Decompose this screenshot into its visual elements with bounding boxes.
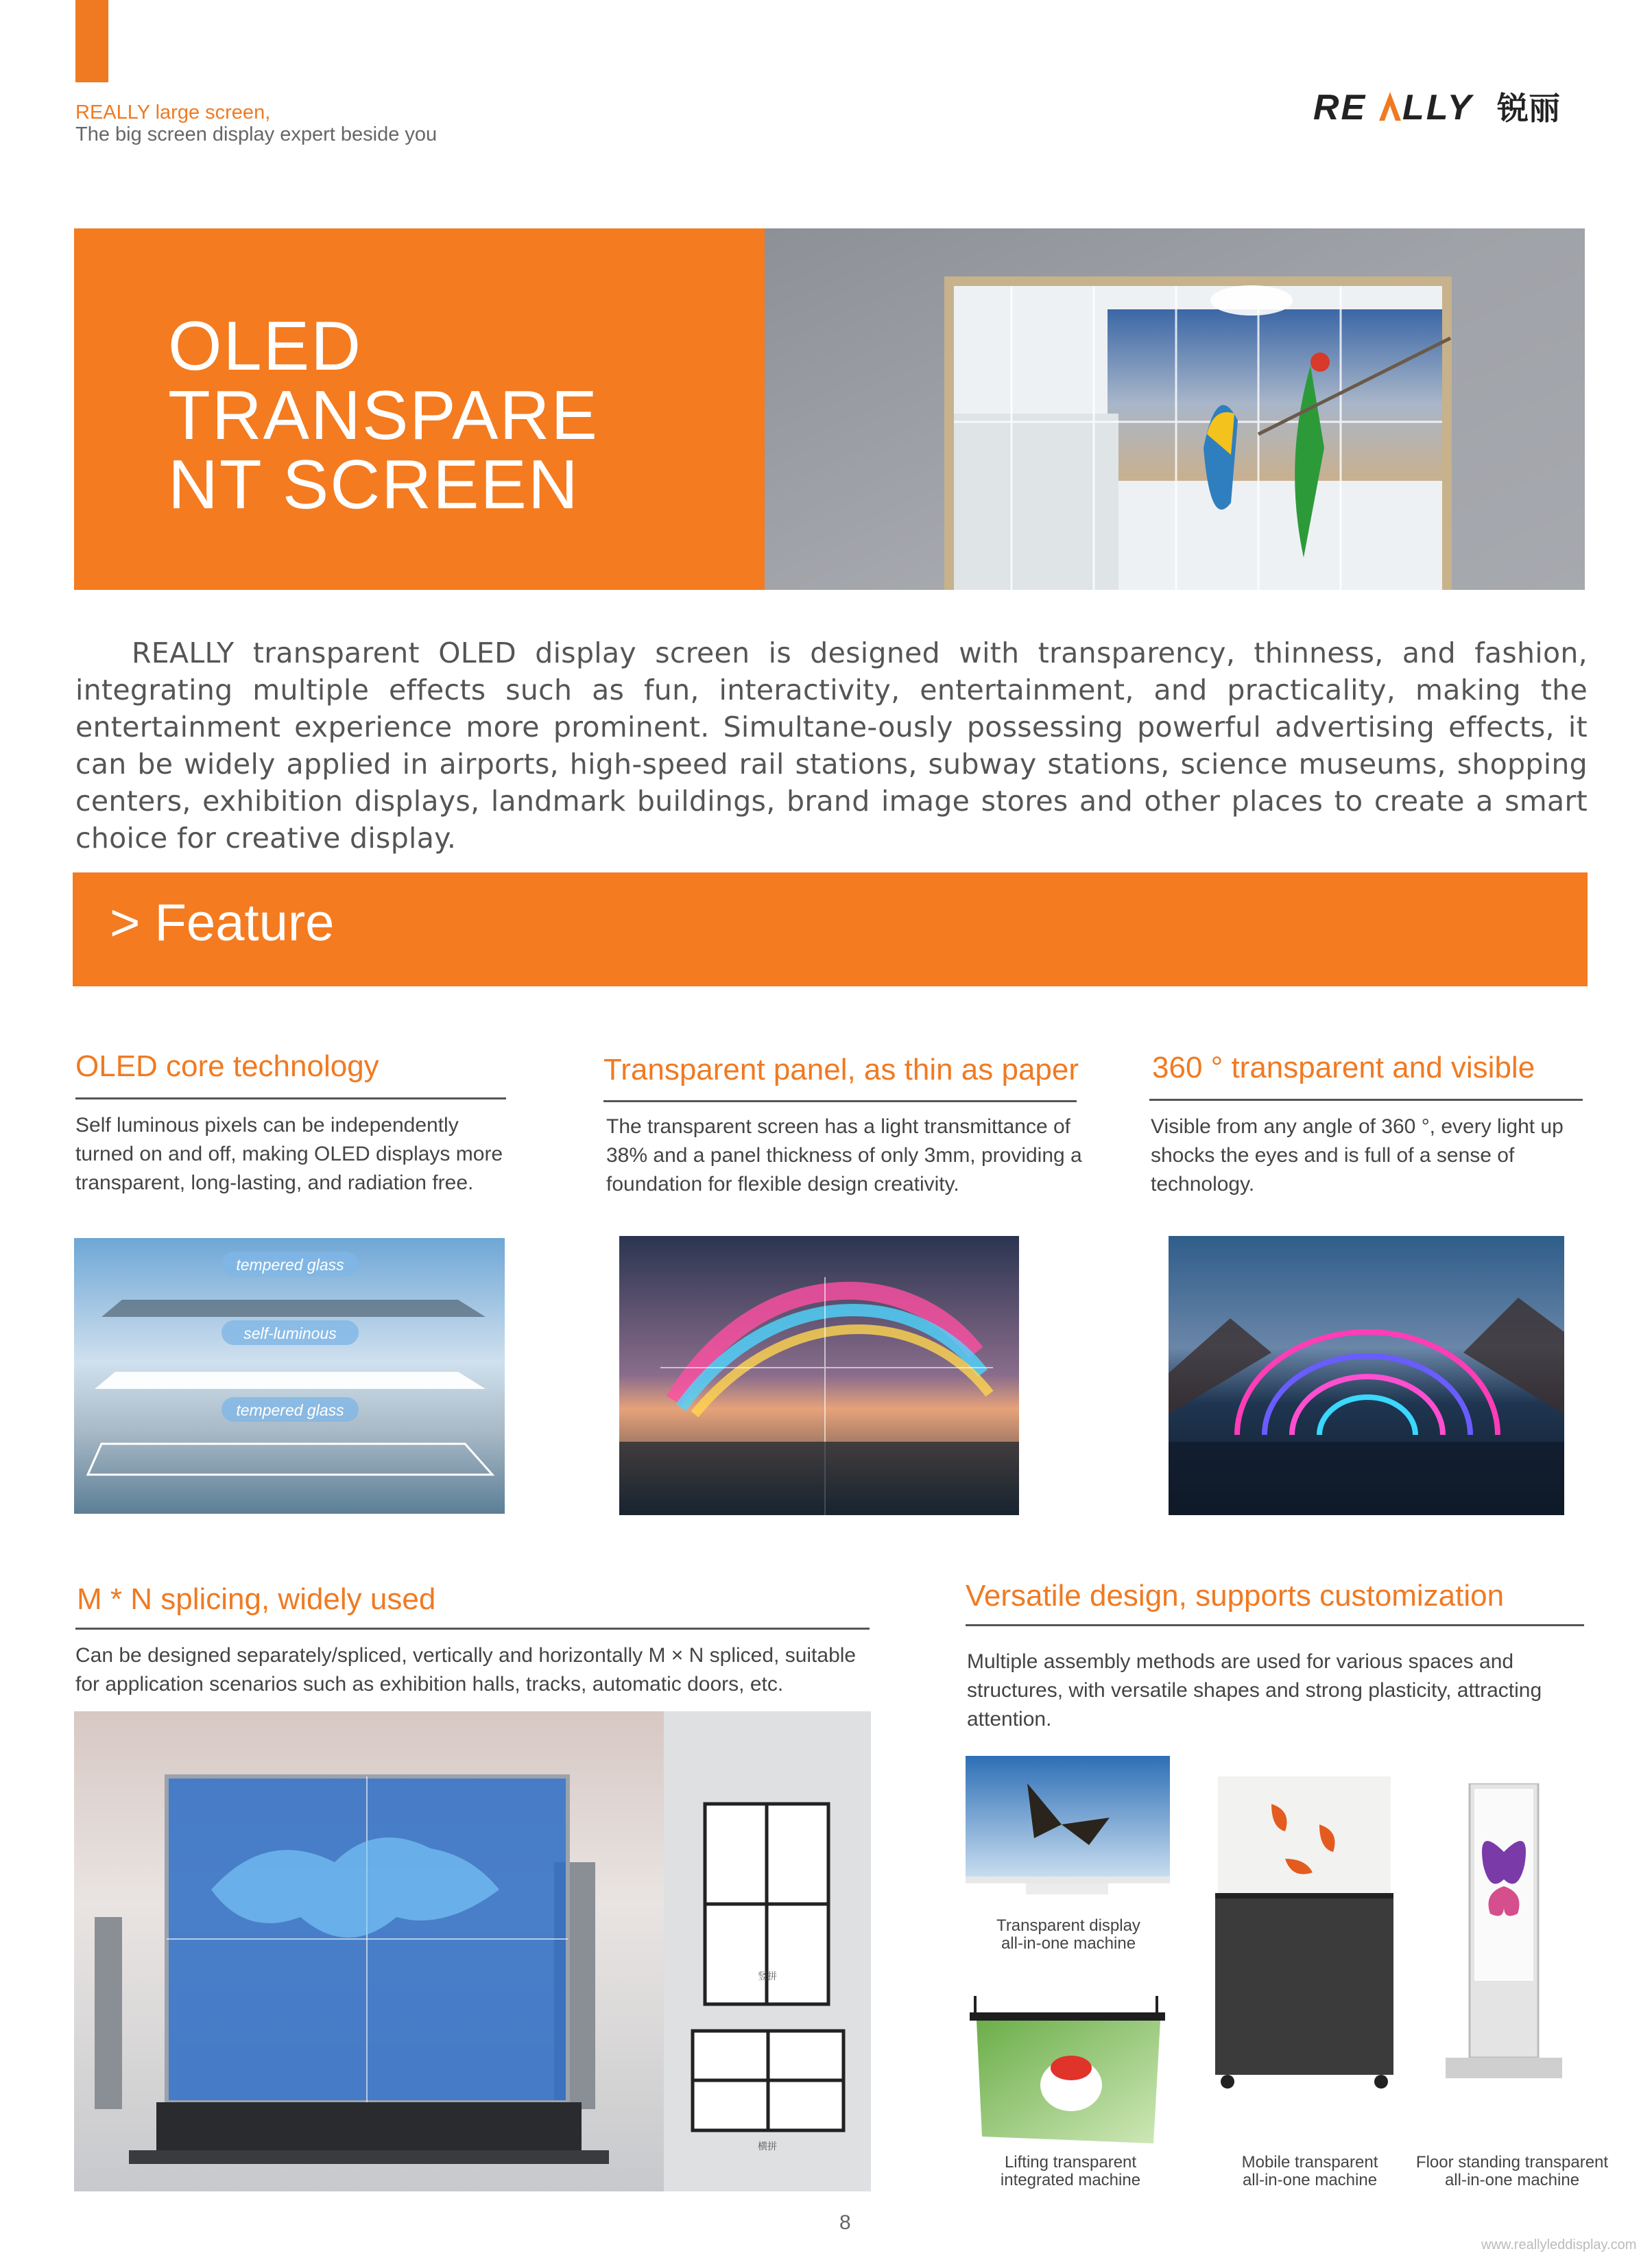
svg-text:锐丽: 锐丽 [1497, 90, 1560, 127]
transparent-panel-image [619, 1236, 1019, 1515]
intro-paragraph: REALLY transparent OLED display screen is designed with transparency, thinness, and fashion, integrating multiple effects such as fun, interactivity, entertainment, and practicality, making the entertainment experience more prominent. Simultane-ously possessing powerful advertising effects, it can be widely applied in airports, high-speed rail stations, subway stations, science museums, shopping centers, exhibition displays, landmark buildings, brand image stores and other places to create a smart choice for creative display. [75, 637, 1588, 855]
feature-divider [75, 1628, 870, 1630]
vertical-splice-label: 竖拼 [758, 1971, 777, 1982]
product-label-mobile: Mobile transparent all-in-one machine [1241, 2153, 1378, 2189]
feature-divider [75, 1097, 506, 1099]
product-mobile-image [1210, 1776, 1402, 2092]
product-all-in-one-image [966, 1756, 1171, 1900]
feature-body-transparent-panel: The transparent screen has a light transmittance of 38% and a panel thickness of only 3mm, providing a foundation for flexible design creativity. [606, 1115, 1082, 1196]
product-label-floor-standing: Floor standing transparent all-in-one machine [1415, 2153, 1609, 2189]
product-lifting-image [968, 1996, 1174, 2147]
product-floor-standing-image [1446, 1783, 1562, 2085]
feature-title-oled-core: OLED core technology [75, 1049, 379, 1083]
feature-body-splicing: Can be designed separately/spliced, vertically and horizontally M × N spliced, suitable for application scenarios such as exhibition halls, tracks, automatic doors, etc. [75, 1644, 857, 1696]
feature-body-versatile: Multiple assembly methods are used for various spaces and structures, with versatile shapes and strong plasticity, attracting attention. [967, 1650, 1542, 1730]
feature-banner-title: > Feature [110, 894, 335, 952]
header-accent-bar [75, 0, 108, 82]
feature-title-360: 360 ° transparent and visible [1152, 1051, 1535, 1084]
tagline-line-1: REALLY large screen, [75, 102, 271, 123]
feature-body-oled-core: Self luminous pixels can be independently turned on and off, making OLED displays more transparent, long-lasting, and radiation free. [75, 1114, 503, 1194]
brand-logo [1313, 86, 1581, 128]
feature-divider [1149, 1099, 1583, 1101]
splicing-showcase-image [74, 1711, 664, 2191]
splicing-diagram-panel [664, 1711, 871, 2191]
svg-text:LLY: LLY [1402, 88, 1474, 128]
page-number: 8 [839, 2211, 851, 2234]
hero-showroom-image [765, 228, 1585, 590]
feature-divider [966, 1624, 1584, 1626]
feature-title-versatile: Versatile design, supports customization [966, 1579, 1505, 1613]
oled-layers-image [74, 1238, 505, 1514]
product-label-lifting: Lifting transparent integrated machine [1000, 2153, 1141, 2189]
website-watermark: www.reallyleddisplay.com [1481, 2237, 1637, 2252]
feature-title-transparent-panel: Transparent panel, as thin as paper [603, 1053, 1079, 1086]
hero-title: OLED TRANSPARE NT SCREEN [168, 308, 599, 523]
product-label-all-in-one: Transparent display all-in-one machine [996, 1916, 1140, 1953]
layer-label-middle: self-luminous [243, 1324, 337, 1342]
360-visible-image [1169, 1236, 1564, 1515]
layer-label-bottom: tempered glass [236, 1401, 344, 1419]
feature-body-360: Visible from any angle of 360 °, every light up shocks the eyes and is full of a sense of technology. [1151, 1115, 1564, 1196]
layer-label-top: tempered glass [236, 1256, 344, 1274]
feature-title-splicing: M * N splicing, widely used [77, 1582, 436, 1616]
svg-text:RE: RE [1313, 88, 1367, 128]
feature-divider [603, 1100, 1077, 1102]
tagline-line-2: The big screen display expert beside you [75, 123, 438, 145]
horizontal-splice-label: 横拼 [758, 2141, 777, 2152]
